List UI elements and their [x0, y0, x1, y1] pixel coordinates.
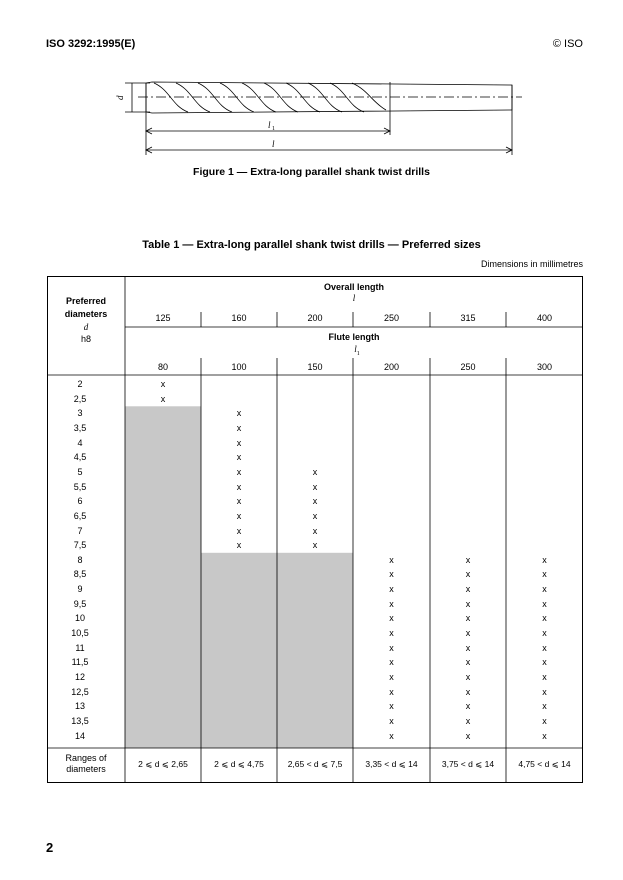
- col-head-symbol: d: [83, 322, 89, 332]
- diameter-value: 8: [77, 554, 83, 565]
- availability-mark: x: [389, 584, 394, 595]
- availability-mark: x: [389, 598, 394, 609]
- availability-mark: x: [312, 510, 318, 521]
- availability-mark: x: [389, 701, 394, 712]
- diameter-value: 11,5: [71, 657, 89, 668]
- units-note: Dimensions in millimetres: [480, 259, 583, 269]
- overall-length-symbol: l: [352, 293, 356, 303]
- diameter-value: 4: [77, 437, 83, 448]
- availability-mark: x: [542, 642, 547, 653]
- shaded-cell: [277, 553, 353, 748]
- diameter-value: 2,5: [73, 393, 87, 404]
- availability-mark: x: [389, 554, 394, 565]
- diameter-value: 9: [77, 584, 83, 595]
- ranges-label-1: Ranges of: [65, 753, 107, 763]
- availability-mark: x: [236, 452, 242, 463]
- availability-mark: x: [465, 730, 471, 741]
- diameter-value: 9,5: [73, 598, 87, 609]
- availability-mark: x: [542, 598, 547, 609]
- diameter-value: 12,5: [71, 686, 89, 697]
- overall-length-value: 125: [155, 313, 171, 323]
- ranges-label-2: diameters: [66, 764, 106, 774]
- availability-mark: x: [236, 510, 242, 521]
- range-value: 3,75 < d ⩽ 14: [441, 759, 495, 769]
- range-value: 2 ⩽ d ⩽ 2,65: [138, 759, 188, 769]
- availability-mark: x: [389, 657, 394, 668]
- availability-mark: x: [389, 672, 394, 682]
- availability-mark: x: [312, 525, 318, 536]
- diameter-value: 11: [75, 642, 85, 653]
- l1-symbol: l: [268, 120, 271, 130]
- availability-mark: x: [542, 686, 547, 697]
- availability-mark: x: [389, 730, 394, 741]
- overall-length-value: 160: [231, 313, 247, 323]
- availability-mark: x: [542, 584, 547, 595]
- availability-mark: x: [465, 598, 471, 609]
- overall-length-value: 400: [536, 313, 553, 323]
- drill-figure: [110, 70, 530, 165]
- availability-mark: x: [236, 540, 242, 551]
- availability-mark: x: [465, 701, 471, 712]
- col-head-line2: diameters: [64, 309, 108, 319]
- availability-mark: x: [465, 715, 471, 726]
- diameter-value: 2: [77, 379, 83, 389]
- availability-mark: x: [389, 715, 394, 726]
- diameter-symbol: d: [115, 95, 125, 100]
- diameter-value: 3,5: [73, 422, 87, 433]
- availability-mark: x: [236, 466, 242, 477]
- figure-caption: Figure 1 — Extra-long parallel shank twist drills: [193, 166, 430, 178]
- diameter-value: 3: [77, 408, 83, 419]
- availability-mark: x: [389, 686, 394, 697]
- availability-mark: x: [160, 379, 166, 389]
- document-id: ISO 3292:1995(E): [46, 38, 136, 50]
- availability-mark: x: [236, 481, 242, 492]
- availability-mark: x: [465, 628, 471, 639]
- availability-mark: x: [236, 422, 242, 433]
- diameter-value: 10,5: [71, 628, 89, 639]
- availability-mark: x: [312, 540, 318, 551]
- availability-mark: x: [465, 686, 471, 697]
- copyright: © ISO: [552, 38, 583, 50]
- availability-mark: x: [542, 701, 547, 712]
- flute-length-label: Flute length: [328, 332, 380, 342]
- diameter-value: 8,5: [73, 569, 87, 580]
- flute-length-value: 80: [157, 362, 168, 372]
- availability-mark: x: [542, 672, 547, 682]
- availability-mark: x: [389, 613, 394, 624]
- overall-length-value: 200: [307, 313, 323, 323]
- availability-mark: x: [465, 642, 471, 653]
- availability-mark: x: [542, 613, 547, 624]
- diameter-value: 7: [77, 525, 83, 536]
- diameter-value: 5,5: [73, 481, 87, 492]
- diameter-value: 7,5: [73, 540, 87, 551]
- diameter-value: 14: [74, 730, 85, 741]
- availability-mark: x: [236, 496, 242, 507]
- diameter-value: 10: [74, 613, 85, 624]
- diameter-value: 13: [74, 701, 85, 712]
- availability-mark: x: [542, 730, 547, 741]
- shaded-cell: [125, 406, 201, 748]
- diameter-value: 6,5: [73, 510, 87, 521]
- availability-mark: x: [312, 481, 318, 492]
- overall-length-label: Overall length: [323, 282, 385, 292]
- diameter-value: 6: [77, 496, 83, 507]
- availability-mark: x: [542, 554, 547, 565]
- availability-mark: x: [465, 554, 471, 565]
- availability-mark: x: [389, 569, 394, 580]
- diameter-value: 5: [77, 466, 83, 477]
- range-value: 2 ⩽ d ⩽ 4,75: [214, 759, 264, 769]
- availability-mark: x: [542, 715, 547, 726]
- diameter-value: 4,5: [73, 452, 87, 463]
- flute-length-value: 250: [460, 362, 476, 372]
- overall-length-value: 250: [383, 313, 400, 323]
- availability-mark: x: [465, 657, 471, 668]
- availability-mark: x: [465, 584, 471, 595]
- range-value: 4,75 < d ⩽ 14: [518, 759, 571, 769]
- availability-mark: x: [389, 642, 394, 653]
- availability-mark: x: [465, 569, 471, 580]
- col-head-line1: Preferred: [65, 296, 107, 306]
- range-value: 2,65 < d ⩽ 7,5: [287, 759, 343, 769]
- flute-length-value: 300: [536, 362, 553, 372]
- flute-length-value: 150: [307, 362, 323, 372]
- availability-mark: x: [465, 613, 471, 624]
- l1-subscript: 1: [272, 126, 275, 132]
- overall-length-value: 315: [460, 313, 476, 323]
- diameter-value: 12: [74, 672, 85, 682]
- flute-length-symbol: $l_1$: [354, 344, 360, 357]
- flute-length-value: 200: [383, 362, 400, 372]
- availability-mark: x: [236, 408, 242, 419]
- availability-mark: x: [160, 393, 166, 404]
- range-value: 3,35 < d ⩽ 14: [365, 759, 418, 769]
- page-number: 2: [46, 840, 54, 855]
- table-title: Table 1 — Extra-long parallel shank twist drills — Preferred sizes: [142, 239, 481, 251]
- diameter-value: 13,5: [71, 715, 89, 726]
- availability-mark: x: [236, 437, 242, 448]
- availability-mark: x: [312, 466, 318, 477]
- availability-mark: x: [542, 569, 547, 580]
- availability-mark: x: [389, 628, 394, 639]
- flute-length-value: 100: [231, 362, 247, 372]
- availability-mark: x: [236, 525, 242, 536]
- availability-mark: x: [542, 628, 547, 639]
- col-head-tolerance: h8: [80, 334, 91, 344]
- availability-mark: x: [542, 657, 547, 668]
- availability-mark: x: [312, 496, 318, 507]
- preferred-sizes-table: [47, 276, 583, 783]
- l-symbol: l: [272, 139, 275, 149]
- shaded-cell: [201, 553, 277, 748]
- availability-mark: x: [465, 672, 471, 682]
